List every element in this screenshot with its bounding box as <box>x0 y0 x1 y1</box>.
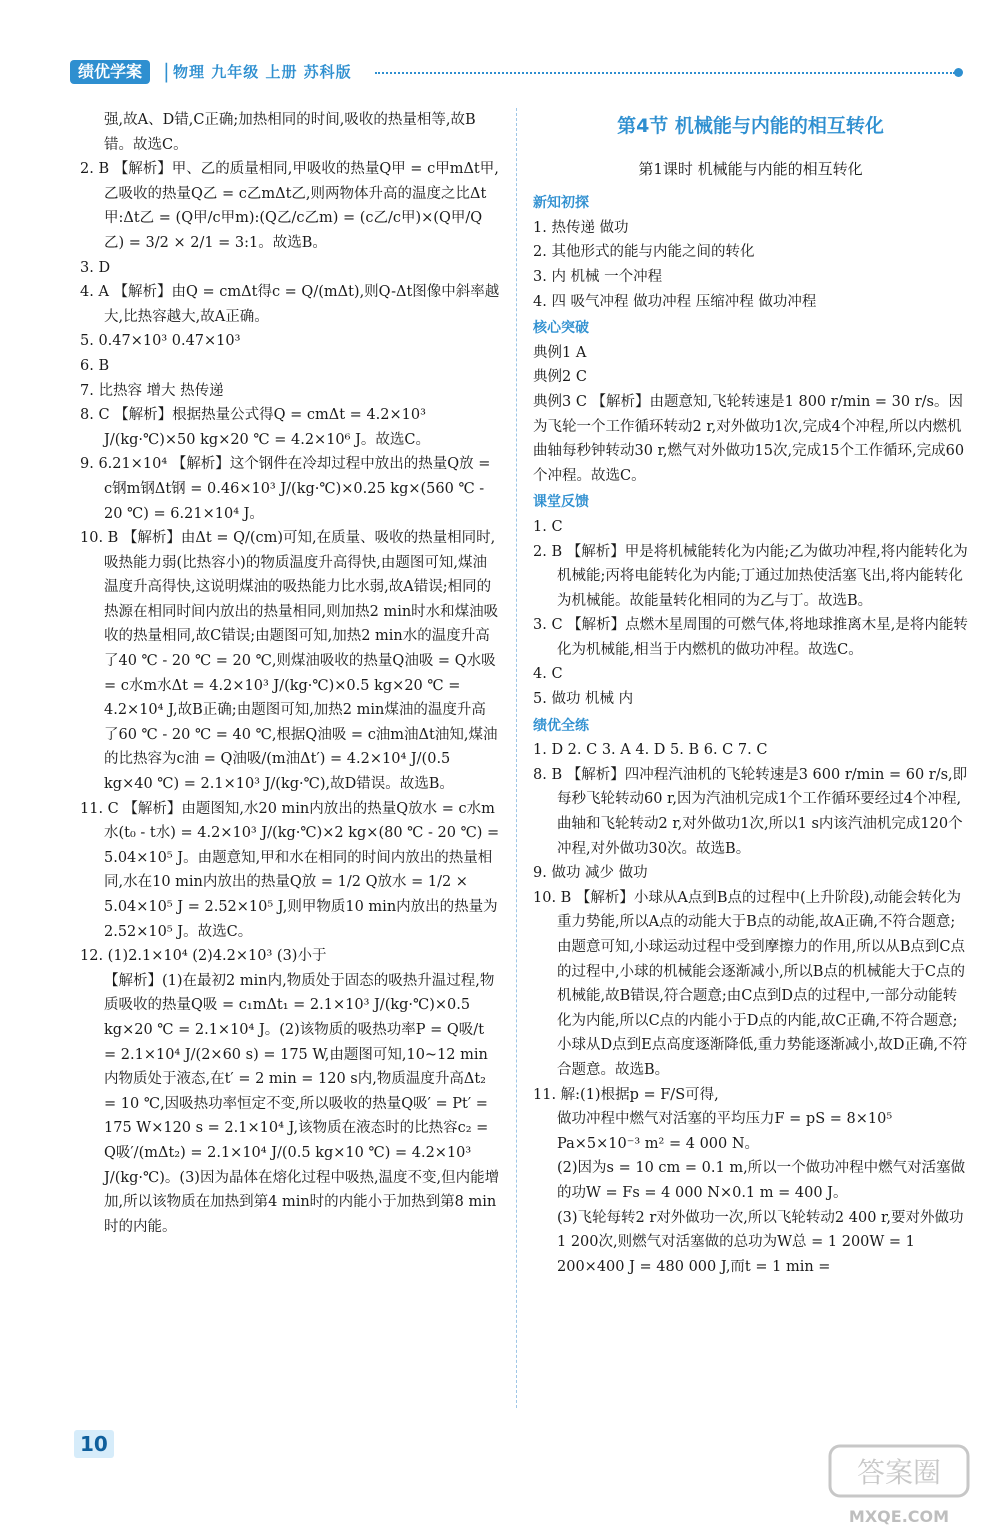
right-blocks <box>533 191 968 1279</box>
brand-logo: 绩优学案 <box>70 60 150 84</box>
right-column <box>533 108 968 1279</box>
answer-entry: 4. C <box>533 666 563 683</box>
answer-entry: 5. 0.47×10³ 0.47×10³ <box>80 333 241 350</box>
answer-entry: 4. A 【解析】由Q = cmΔt得c = Q/(mΔt),则Q-Δt图像中斜率越大,比热容越大,故A正确。 <box>80 284 500 325</box>
answer-entry: 9. 做功 减少 做功 <box>533 865 648 882</box>
lesson-title: 第1课时 机械能与内能的相互转化 <box>638 159 863 178</box>
answer-entry: 3. 内 机械 一个冲程 <box>533 268 663 285</box>
answer-entry: 6. B <box>80 357 110 374</box>
watermark-seal-icon <box>824 1440 974 1502</box>
column-divider <box>516 108 517 1408</box>
book-info: 物理 九年级 上册 苏科版 <box>173 63 352 81</box>
header-dotted-rule <box>375 72 955 74</box>
answer-entry: 7. 比热容 增大 热传递 <box>80 382 224 399</box>
answer-entry: 典例1 A <box>533 344 587 361</box>
answer-entry: 做功冲程中燃气对活塞的平均压力F = pS = 8×10⁵ Pa×5×10⁻³ m² = 4 000 N。 <box>557 1111 893 1152</box>
answer-entry: 8. B 【解析】四冲程汽油机的飞轮转速是3 600 r/min = 60 r/s,即每秒飞轮转动60 r,因为汽油机完成1个工作循环要经过4个冲程,曲轴和飞轮转动2 r,对外做功1次,所以1 s内该汽油机完成120个冲程,对外做功30次。故选B。 <box>533 766 968 857</box>
answer-entry: 2. B 【解析】甲是将机械能转化为内能;乙为做功冲程,将内能转化为机械能;丙将电能转化为内能;丁通过加热使活塞飞出,将内能转化为机械能。故能量转化相同的为乙与丁。故选B。 <box>533 543 968 609</box>
watermark-mark: 答案圈 <box>856 1456 942 1489</box>
answer-entry: 1. 热传递 做功 <box>533 219 629 236</box>
section-heading: 新知初探 <box>533 195 589 212</box>
header-separator: | <box>163 59 170 83</box>
answer-entry: 典例3 C 【解析】由题意知,飞轮转速是1 800 r/min = 30 r/s。因为飞轮一个工作循环转动2 r,对外做功1次,完成4个冲程,所以内燃机曲轴每秒钟转动30 r,燃气对外做功15次,完成15个工作循环,完成60个冲程。故选C。 <box>533 393 965 484</box>
answer-entry: 5. 做功 机械 内 <box>533 691 634 708</box>
answer-entry: 11. C 【解析】由题图知,水20 min内放出的热量Q放水 = c水m水(t₀ - t水) = 4.2×10³ J/(kg·℃)×2 kg×(80 ℃ - 20 ℃) = 5.04×10⁵ J。由题意知,甲和水在相同的时间内放出的热量相同,水在10 min内放出的热量Q放 = 1/2 Q放水 = 1/2 × 5.04×10⁵ J = 2.52×10⁵ J,则甲物质10 min内放出的热量为2.52×10⁵ J。故选C。 <box>80 800 500 940</box>
page-number: 10 <box>74 1430 114 1458</box>
page-header <box>70 58 970 88</box>
answer-entry: (3)飞轮每转2 r对外做功一次,所以飞轮转动2 400 r,要对外做功1 200次,则燃气对活塞做的总功为W总 = 1 200W = 1 200×400 J = 480 000 J,而t = 1 min = <box>557 1209 964 1275</box>
answer-entry: 8. C 【解析】根据热量公式得Q = cmΔt = 4.2×10³ J/(kg·℃)×50 kg×20 ℃ = 4.2×10⁶ J。故选C。 <box>80 407 430 448</box>
answer-entry: 1. D 2. C 3. A 4. D 5. B 6. C 7. C <box>533 742 768 759</box>
watermark-logo <box>824 1440 974 1526</box>
answer-entry: 3. C 【解析】点燃木星周围的可燃气体,将地球推离木星,是将内能转化为机械能,相当于内燃机的做功冲程。故选C。 <box>533 617 968 658</box>
left-column <box>80 108 500 1239</box>
answer-entry: 9. 6.21×10⁴ 【解析】这个钢件在冷却过程中放出的热量Q放 = c钢m钢Δt钢 = 0.46×10³ J/(kg·℃)×0.25 kg×(560 ℃ - 20 ℃) = 6.21×10⁴ J。 <box>80 456 491 522</box>
answer-entry: 4. 四 吸气冲程 做功冲程 压缩冲程 做功冲程 <box>533 293 817 310</box>
answer-entry: 2. B 【解析】甲、乙的质量相同,甲吸收的热量Q甲 = c甲mΔt甲,乙吸收的热量Q乙 = c乙mΔt乙,则两物体升高的温度之比Δt甲:Δt乙 = (Q甲/c甲m):(Q乙/c乙m) = (c乙/c甲)×(Q甲/Q乙) = 3/2 × 2/1 = 3:1。故选B。 <box>80 161 499 251</box>
answer-entry: 10. B 【解析】小球从A点到B点的过程中(上升阶段),动能会转化为重力势能,所以A点的动能大于B点的动能,故A正确,不符合题意;由题意可知,小球运动过程中受到摩擦力的作用,所以从B点到C点的过程中,小球的机械能会逐渐减小,所以B点的机械能大于C点的机械能,故B错误,符合题意;由C点到D点的过程中,一部分动能转化为内能,所以C点的内能小于D点的内能,故C正确,不符合题意;小球从D点到E点高度逐渐降低,重力势能逐渐减小,故D正确,不符合题意。故选B。 <box>533 889 968 1078</box>
answer-entry: 3. D <box>80 259 111 276</box>
answer-entry: 1. C <box>533 518 563 535</box>
answer-entry: (2)因为s = 10 cm = 0.1 m,所以一个做功冲程中燃气对活塞做的功W = Fs = 4 000 N×0.1 m = 400 J。 <box>557 1160 966 1201</box>
header-dot-icon <box>954 68 963 77</box>
section-heading: 核心突破 <box>533 320 589 337</box>
section-heading: 绩优全练 <box>533 717 589 734</box>
answer-entry: 2. 其他形式的能与内能之间的转化 <box>533 244 755 261</box>
answer-entry: 【解析】(1)在最初2 min内,物质处于固态的吸热升温过程,物质吸收的热量Q吸 = c₁mΔt₁ = 2.1×10³ J/(kg·℃)×0.5 kg×20 ℃ = 2.1×10⁴ J。(2)该物质的吸热功率P = Q吸/t = 2.1×10⁴ J/(2×60 s) = 175 W,由题图可知,10~12 min内物质处于液态,在t′ = 2 min = 120 s内,物质温度升高Δt₂ = 10 ℃,因吸热功率恒定不变,所以吸收的热量Q吸′ = Pt′ = 175 W×120 s = 2.1×10⁴ J,该物质在液态时的比热容c₂ = Q吸′/(mΔt₂) = 2.1×10⁴ J/(0.5 kg×10 ℃) = 4.2×10³ J/(kg·℃)。(3)因为晶体在熔化过程中吸热,温度不变,但内能增加,所以该物质在加热到第4 min时的内能小于加热到第8 min时的内能。 <box>104 972 500 1235</box>
answer-entry: 10. B 【解析】由Δt = Q/(cm)可知,在质量、吸收的热量相同时,吸热能力弱(比热容小)的物质温度升高得快,由题图可知,煤油温度升高得快,这说明煤油的吸热能力比水弱,故A错误;相同的热源在相同时间内放出的热量相同,则加热2 min时水和煤油吸收的热量相同,故C错误;由题图可知,加热2 min水的温度升高了40 ℃ - 20 ℃ = 20 ℃,则煤油吸收的热量Q油吸 = Q水吸 = c水m水Δt = 4.2×10³ J/(kg·℃)×0.5 kg×20 ℃ = 4.2×10⁴ J,故B正确;由题图可知,加热2 min煤油的温度升高了60 ℃ - 20 ℃ = 40 ℃,根据Q油吸 = c油m油Δt油知,煤油的比热容为c油 = Q油吸/(m油Δt′) = 4.2×10⁴ J/(0.5 kg×40 ℃) = 2.1×10³ J/(kg·℃),故D错误。故选B。 <box>80 530 499 793</box>
answer-entry: 典例2 C <box>533 369 587 386</box>
answer-entry: 11. 解:(1)根据p = F/S可得, <box>533 1086 719 1103</box>
section-heading: 课堂反馈 <box>533 494 589 511</box>
answer-entry: 强,故A、D错,C正确;加热相同的时间,吸收的热量相等,故B错。故选C。 <box>104 112 476 153</box>
section-title: 第4节 机械能与内能的相互转化 <box>617 115 884 137</box>
watermark-text: MXQE.COM <box>848 1507 950 1526</box>
answer-entry: 12. (1)2.1×10⁴ (2)4.2×10³ (3)小于 <box>80 948 327 965</box>
